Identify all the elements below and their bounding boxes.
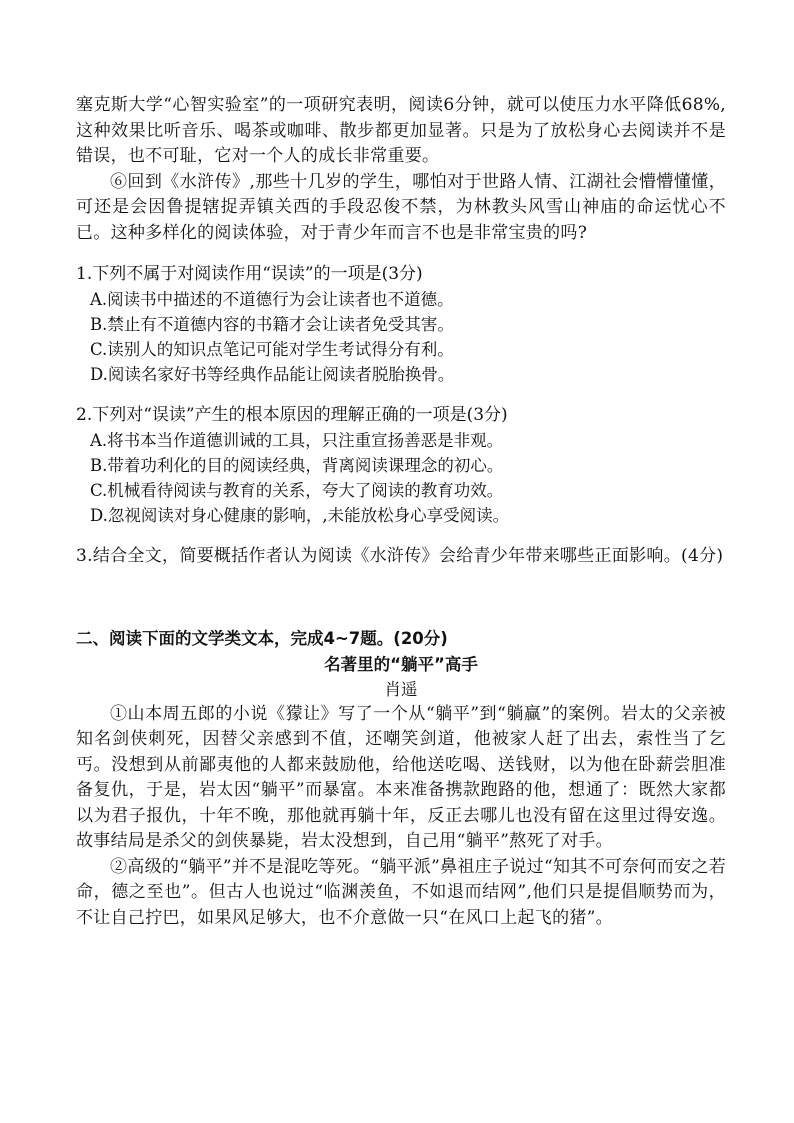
question-2 (76, 403, 726, 528)
section-heading: 二、阅读下面的文学类文本，完成4~7题。(20分) (76, 628, 448, 648)
question-title: 3.结合全文，简要概括作者认为阅读《水浒传》会给青少年带来哪些正面影响。(4分) (76, 546, 724, 566)
document-page (76, 93, 726, 931)
option-c: C.读别人的知识点笔记可能对学生考试得分有利。 (90, 340, 454, 359)
article-author: 肖遥 (384, 679, 418, 699)
passage-paragraph-6: ⑥回到《水浒传》,那些十几岁的学生，哪怕对于世路人情、江湖社会懵懵懂懂，可还是会因鲁提辖捉弄镇关西的手段忍俊不禁，为林教头风雪山神庙的命运忧心不已。这种多样化的阅读体验，对于青少年而言不也是非常宝贵的吗? (76, 171, 726, 243)
question-3 (76, 544, 726, 570)
option-d: D.忽视阅读对身心健康的影响，,未能放松身心享受阅读。 (90, 506, 510, 525)
option-b: B.禁止有不道德内容的书籍才会让读者免受其害。 (90, 315, 454, 334)
option-b: B.带着功利化的目的阅读经典，背离阅读课理念的初心。 (90, 456, 504, 475)
article-paragraph-1: ①山本周五郎的小说《獴让》写了一个从“躺平”到“躺赢”的案例。岩太的父亲被知名剑侠刺死，因替父亲感到不值，还嘲笑剑道，他被家人赶了出去，索性当了乞丐。没想到从前鄙夷他的人都来鼓励他，给他送吃喝、送钱财，以为他在卧薪尝胆准备复仇，于是，岩太因“躺平”而暴富。本来准备携款跑路的他，想通了：既然大家都以为君子报仇，十年不晚，那他就再躺十年，反正去哪儿也没有留在这里过得安逸。故事结局是杀父的剑侠暴毙，岩太没想到，自己用“躺平”熬死了对手。 (76, 703, 726, 851)
article-title: 名著里的“躺平”高手 (324, 654, 478, 674)
option-a: A.阅读书中描述的不道德行为会让读者也不道德。 (90, 290, 454, 309)
article-paragraph-2: ②高级的“躺平”并不是混吃等死。“躺平派”鼻祖庄子说过“知其不可奈何而安之若命，德之至也”。但古人也说过“临渊羡鱼，不如退而结网”,他们只是提倡顺势而为，不让自己拧巴，如果风足够大，也不介意做一只“在风口上起飞的猪”。 (76, 856, 726, 928)
question-title: 2.下列对“误读”产生的根本原因的理解正确的一项是(3分) (76, 405, 508, 425)
option-c: C.机械看待阅读与教育的关系，夸大了阅读的教育功效。 (90, 481, 504, 500)
question-1 (76, 262, 726, 387)
option-a: A.将书本当作道德训诫的工具，只注重宣扬善恶是非观。 (90, 431, 504, 450)
passage-paragraph-5: 塞克斯大学“心智实验室”的一项研究表明，阅读6分钟，就可以使压力水平降低68%,这种效果比听音乐、喝茶或咖啡、散步都更加显著。只是为了放松身心去阅读并不是错误，也不可耻，它对一个人的成长非常重要。 (76, 95, 726, 166)
question-title: 1.下列不属于对阅读作用“误读”的一项是(3分) (76, 264, 423, 284)
option-d: D.阅读名家好书等经典作品能让阅读者脱胎换骨。 (90, 365, 455, 384)
